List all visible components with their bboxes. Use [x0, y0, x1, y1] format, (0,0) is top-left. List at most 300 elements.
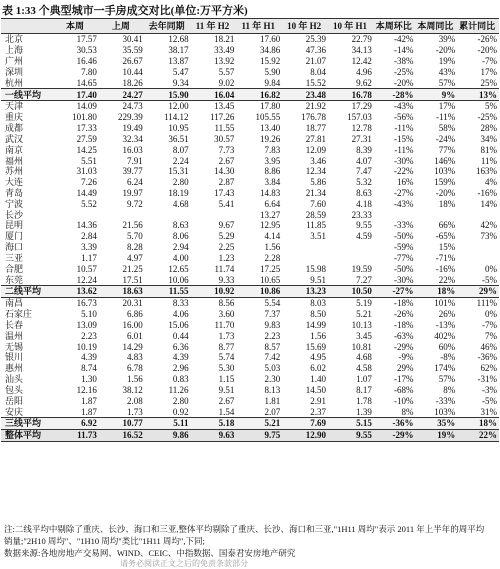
column-header: 上周 [99, 19, 145, 34]
table-cell: 12.90 [282, 429, 328, 441]
table-cell [145, 209, 191, 220]
row-label: 长沙 [5, 209, 24, 220]
table-cell: -26% [477, 34, 497, 45]
table-cell: 9.83 [264, 319, 281, 330]
table-cell: 43% [438, 66, 456, 77]
tier-average-row [1, 417, 499, 429]
table-cell: 12.09 [305, 144, 327, 155]
table-cell: 9% [416, 89, 458, 101]
table-cell: -11% [394, 123, 414, 134]
table-cell: 18% [457, 417, 499, 429]
table-cell: -65% [435, 231, 456, 242]
table-cell: 15% [438, 242, 456, 253]
column-header: 累计同比 [457, 19, 499, 34]
table-cell: 3.60 [218, 309, 235, 320]
table-cell [457, 253, 499, 264]
row-label: 安庆 [5, 406, 24, 417]
table-cell: 58% [438, 123, 456, 134]
table-cell: 5.19 [356, 298, 372, 309]
table-cell: 39% [438, 34, 456, 45]
table-cell: 159% [434, 177, 456, 188]
table-row [1, 144, 499, 155]
table-row [1, 34, 499, 45]
table-cell: 8.74 [81, 363, 97, 374]
table-cell: 7.69 [282, 417, 328, 429]
table-cell: 15.06 [168, 319, 189, 330]
table-cell: 111% [476, 298, 497, 309]
column-header: 11 年 H2 [191, 19, 237, 34]
row-label: 三亚 [5, 252, 24, 263]
table-cell: 21.56 [122, 220, 143, 231]
table-cell: 14.83 [259, 188, 281, 198]
table-cell: 11.74 [214, 263, 235, 274]
table-cell: 15.31 [168, 166, 189, 177]
table-cell: 9.72 [126, 198, 143, 209]
table-cell: 31% [480, 406, 497, 417]
table-cell: 8.17 [356, 384, 372, 395]
table-cell: 13.45 [214, 101, 235, 112]
table-cell: 2.91 [310, 395, 327, 406]
table-cell: 77% [438, 144, 456, 155]
table-cell: 35.59 [122, 45, 143, 56]
table-cell: 3.51 [310, 231, 327, 242]
table-cell: 11.85 [306, 220, 327, 231]
table-cell [282, 253, 328, 264]
row-label: 惠州 [5, 363, 24, 374]
row-label: 昆明 [5, 220, 24, 231]
table-cell: 19.26 [259, 133, 281, 144]
table-cell: 2.67 [218, 155, 235, 166]
table-cell: 13.40 [259, 123, 281, 134]
table-cell: 6.78 [126, 363, 143, 374]
table-cell: -50% [394, 263, 414, 274]
table-cell: 19.97 [122, 188, 143, 198]
table-row [1, 309, 499, 320]
table-cell: -5% [482, 274, 497, 285]
table-cell: 176.78 [301, 112, 327, 123]
table-cell: 24.73 [122, 101, 143, 112]
table-cell [191, 209, 237, 220]
table-cell: 8.13 [264, 384, 281, 395]
table-cell: 35% [416, 417, 458, 429]
table-cell: 6.92 [53, 417, 99, 429]
table-cell: 1.40 [310, 374, 327, 385]
table-cell: -29% [394, 341, 414, 352]
table-cell: 2.28 [264, 252, 281, 263]
table-cell: 11% [480, 155, 497, 166]
table-cell: 14.29 [122, 341, 143, 352]
table-cell: -5% [482, 395, 497, 406]
table-cell: 12.95 [259, 220, 281, 231]
table-cell: 1.87 [81, 395, 97, 406]
table-cell: -24% [435, 133, 456, 144]
table-cell: 14.09 [76, 101, 97, 112]
table-cell: 4.96 [356, 66, 372, 77]
table-cell: 14.49 [76, 188, 97, 198]
table-cell: -20% [477, 45, 497, 56]
table-cell: 2.24 [172, 155, 189, 166]
table-cell: 13.62 [53, 286, 99, 298]
table-cell: 34% [480, 133, 497, 144]
table-cell: 29% [397, 363, 414, 374]
table-cell: 9.62 [356, 77, 372, 88]
table-cell: 14.65 [76, 77, 97, 88]
table-cell: 1.78 [356, 395, 372, 406]
table-cell: -20% [435, 188, 456, 198]
row-label: 包头 [5, 384, 24, 395]
table-cell: 6.64 [264, 198, 281, 209]
column-header: 本周环比 [374, 19, 416, 34]
table-cell: 8.28 [126, 242, 143, 253]
table-cell: 10.50 [328, 286, 374, 298]
table-cell: 0% [485, 263, 497, 274]
table-row [1, 166, 499, 177]
table-cell: -50% [394, 231, 414, 242]
table-cell: 6.24 [126, 177, 143, 188]
table-cell: -26% [394, 309, 414, 320]
table-cell: 2.37 [310, 406, 327, 417]
table-cell: 0.92 [172, 406, 189, 417]
table-cell: 1.17 [81, 252, 97, 263]
table-row [1, 374, 499, 385]
row-label: 天津 [5, 101, 24, 112]
table-cell: 5.11 [145, 417, 191, 429]
table-cell: 5.51 [81, 155, 97, 166]
header-city [1, 19, 53, 34]
table-cell: 7.83 [264, 144, 281, 155]
table-cell: 27.31 [351, 133, 372, 144]
table-cell [282, 242, 328, 253]
table-cell: 8.63 [172, 220, 189, 231]
table-row [1, 220, 499, 231]
table-cell: 30.41 [122, 34, 143, 45]
table-cell: 402% [434, 330, 456, 341]
table-cell: 5.18 [191, 417, 237, 429]
table-cell: 23.48 [282, 89, 328, 101]
table-cell: 17% [480, 66, 497, 77]
table-cell: 7% [485, 330, 497, 341]
table-cell: 12.34 [305, 166, 327, 177]
table-cell: 66% [438, 220, 456, 231]
table-cell: 229.39 [117, 112, 143, 123]
table-cell: 2.08 [126, 395, 143, 406]
table-cell: -36% [374, 417, 416, 429]
table-cell: 19% [416, 429, 458, 441]
table-cell: 4.07 [356, 155, 372, 166]
table-cell: 27.59 [76, 133, 97, 144]
table-cell: 22% [438, 274, 456, 285]
note-data-source: 数据来源:各地房地产交易网、WIND、CEIC、中指数据、国泰君安房地产研究 [4, 548, 296, 558]
table-cell: 9.67 [218, 220, 235, 231]
table-cell: -11% [394, 144, 414, 155]
table-cell: 3.45 [356, 330, 372, 341]
table-row [1, 330, 499, 341]
table-row [1, 253, 499, 264]
table-cell: 15.98 [305, 263, 327, 274]
tier-average-row [1, 89, 499, 101]
table-cell: 8% [443, 384, 456, 395]
table-cell: -25% [394, 66, 414, 77]
table-cell: 16.82 [236, 89, 282, 101]
table-cell: 105.55 [255, 112, 281, 123]
table-cell: 30.53 [76, 45, 97, 56]
table-cell: 8.06 [172, 231, 189, 242]
table-cell: 26.67 [122, 56, 143, 67]
row-label: 东莞 [5, 274, 24, 285]
table-cell: 5.03 [264, 363, 281, 374]
table-cell: 21.25 [122, 263, 143, 274]
table-cell: 10.77 [99, 417, 145, 429]
table-cell: 6.02 [310, 363, 327, 374]
table-cell: 1.15 [218, 374, 235, 385]
table-cell: 5.52 [81, 198, 97, 209]
table-cell: 1.54 [218, 406, 235, 417]
table-cell: 19.49 [122, 123, 143, 134]
table-cell: -9% [398, 352, 414, 363]
table-cell: 1.73 [126, 406, 143, 417]
table-cell: -20% [394, 77, 414, 88]
table-cell: 5.57 [218, 66, 235, 77]
table-cell: 16.46 [76, 56, 97, 67]
table-cell: 16.00 [122, 319, 143, 330]
table-cell: 14.30 [214, 166, 235, 177]
table-cell: -18% [394, 298, 414, 309]
row-label: 青岛 [5, 188, 24, 198]
table-cell: 163% [476, 166, 497, 177]
table-cell: -8% [440, 352, 456, 363]
table-cell: -18% [394, 319, 414, 330]
table-cell: 17% [438, 101, 456, 112]
table-cell: 9.33 [218, 274, 235, 285]
table-row [1, 363, 499, 374]
table-cell: 8.77 [218, 341, 235, 352]
table-cell: 8.56 [218, 298, 235, 309]
table-cell: 2.23 [264, 330, 281, 341]
table-cell: -29% [374, 429, 416, 441]
table-cell: 114.12 [164, 112, 189, 123]
row-label: 重庆 [5, 112, 24, 123]
table-cell: 9.55 [356, 220, 372, 231]
table-row [1, 123, 499, 134]
tier-average-row [1, 286, 499, 298]
table-row [1, 77, 499, 88]
table-cell: 38.17 [168, 45, 189, 56]
table-cell: 47.36 [305, 45, 327, 56]
table-notes [4, 523, 498, 559]
table-cell: -27% [374, 286, 416, 298]
table-row [1, 297, 499, 308]
column-header: 10 年 H2 [282, 19, 328, 34]
table-cell: 17.29 [351, 101, 372, 112]
row-label: 成都 [5, 123, 24, 134]
table-cell: -20% [435, 45, 456, 56]
table-cell: 4.06 [172, 309, 189, 320]
table-cell: 34.13 [351, 45, 372, 56]
table-cell: 22.79 [351, 34, 372, 45]
table-cell: 4.68 [172, 198, 189, 209]
table-cell: 10.81 [351, 341, 372, 352]
table-cell [374, 209, 416, 220]
table-cell: 42% [480, 220, 497, 231]
table-cell: 14.50 [305, 384, 327, 395]
table-cell: -16% [435, 263, 456, 274]
row-label: 三线平均 [1, 417, 53, 429]
table-cell: 29% [457, 286, 499, 298]
table-cell: 9.51 [218, 384, 235, 395]
table-cell: -68% [394, 384, 414, 395]
table-cell: 15.69 [305, 341, 327, 352]
table-cell: 13% [457, 89, 499, 101]
table-cell: 157.03 [347, 112, 372, 123]
table-cell: 1.30 [81, 374, 97, 385]
table-cell: 57% [438, 374, 456, 385]
table-cell: 10.65 [259, 274, 281, 285]
table-cell: 1.56 [310, 330, 327, 341]
table-cell: -59% [394, 242, 414, 253]
table-cell: -77% [394, 252, 414, 263]
table-cell: 18.19 [168, 188, 189, 198]
table-cell: 46% [480, 341, 497, 352]
table-cell: -14% [394, 45, 414, 56]
transaction-table [1, 18, 499, 442]
table-cell: -33% [394, 220, 414, 231]
table-cell: 11.55 [214, 123, 235, 134]
table-cell: 5.74 [218, 352, 235, 363]
table-cell: 117.26 [209, 112, 235, 123]
table-cell: -27% [394, 188, 414, 198]
row-label: 一线平均 [1, 89, 53, 101]
table-cell: 1.56 [126, 374, 143, 385]
table-cell: 13.92 [214, 56, 235, 67]
table-cell: 18.21 [214, 34, 235, 45]
table-cell: 4.14 [264, 231, 281, 242]
table-cell: 7.27 [356, 274, 372, 285]
table-cell: 9.75 [236, 429, 282, 441]
table-row [1, 231, 499, 242]
row-label: 二线平均 [1, 286, 53, 298]
table-row [1, 66, 499, 77]
table-cell: 0.83 [172, 374, 189, 385]
table-cell: 17.43 [214, 188, 235, 198]
table-cell: 23.33 [351, 209, 372, 220]
row-label: 南京 [5, 144, 24, 155]
table-cell: 7.60 [310, 198, 327, 209]
table-row [1, 133, 499, 144]
table-cell: 2.80 [172, 177, 189, 188]
table-cell: 24.27 [99, 89, 145, 101]
table-cell: 17.80 [259, 101, 281, 112]
table-cell: 16.04 [191, 89, 237, 101]
table-cell: 28.59 [305, 209, 327, 220]
row-label: 汕头 [5, 374, 24, 385]
table-cell: 8.33 [172, 298, 189, 309]
table-cell: -3% [482, 384, 497, 395]
table-cell: 19% [438, 56, 456, 67]
table-cell: -16% [477, 188, 497, 198]
table-cell: 25% [480, 77, 497, 88]
table-cell: -31% [477, 374, 497, 385]
table-cell: 2.07 [264, 406, 281, 417]
table-cell: 5.41 [218, 198, 235, 209]
row-label: 上海 [5, 45, 24, 56]
table-cell: 8.50 [310, 309, 327, 320]
table-cell: -56% [394, 112, 414, 123]
table-cell: -17% [394, 374, 414, 385]
table-cell [416, 209, 458, 220]
table-cell: 2.84 [81, 231, 97, 242]
table-cell: 5.47 [172, 66, 189, 77]
table-cell: 21.92 [305, 101, 327, 112]
row-label: 厦门 [5, 231, 24, 242]
table-cell [328, 253, 374, 264]
column-header: 10 年 H1 [328, 19, 374, 34]
table-cell: 5% [485, 101, 497, 112]
table-cell: 13.23 [282, 286, 328, 298]
table-cell: 18.63 [99, 286, 145, 298]
table-cell: 4.18 [356, 198, 372, 209]
table-cell: 17.33 [76, 123, 97, 134]
table-cell: -11% [436, 112, 456, 123]
table-cell: 57% [438, 77, 456, 88]
table-row [1, 395, 499, 406]
table-cell: 1.73 [218, 330, 235, 341]
table-cell: 13.27 [259, 209, 281, 220]
table-cell: -33% [435, 395, 456, 406]
table-header-row [1, 19, 499, 34]
table-cell [328, 242, 374, 253]
table-cell: 14.25 [76, 144, 97, 155]
table-cell: 7.80 [81, 66, 97, 77]
row-label: 整体平均 [1, 429, 53, 441]
table-cell: -71% [435, 252, 456, 263]
row-label: 福州 [5, 155, 24, 166]
row-label: 温州 [5, 330, 24, 341]
table-cell: -15% [394, 133, 414, 144]
table-cell: 16.73 [76, 298, 97, 309]
table-row [1, 352, 499, 363]
table-row [1, 341, 499, 352]
table-cell: 5.54 [264, 298, 281, 309]
table-cell: 1.07 [356, 374, 372, 385]
table-cell: 17.25 [259, 263, 281, 274]
column-header: 去年同期 [145, 19, 191, 34]
table-cell: 5.90 [264, 66, 281, 77]
table-cell: 15.92 [259, 56, 281, 67]
table-cell: 14% [480, 198, 497, 209]
table-cell: 7.26 [81, 177, 97, 188]
column-header: 本周 [53, 19, 99, 34]
table-cell: 13.09 [76, 319, 97, 330]
table-cell: 30.57 [214, 133, 235, 144]
row-label: 银川 [5, 352, 24, 363]
table-cell: -63% [394, 330, 414, 341]
table-row [1, 198, 499, 209]
table-cell: 22% [457, 429, 499, 441]
table-cell: 4.68 [356, 352, 372, 363]
table-cell: 2.67 [218, 395, 235, 406]
table-cell: 10.44 [122, 66, 143, 77]
table-cell: 4.00 [172, 252, 189, 263]
table-cell: 39.77 [122, 166, 143, 177]
table-cell: 4.59 [356, 231, 372, 242]
table-cell: 10.06 [168, 274, 189, 285]
column-header: 本周同比 [416, 19, 458, 34]
table-cell: -42% [394, 34, 414, 45]
table-cell [457, 209, 499, 220]
note-line-2: 销量;"2H10 周均"、"1H10 周均"类比"1H11 周均",下同; [4, 536, 205, 546]
row-label: 海口 [5, 242, 24, 253]
table-cell: 1.39 [356, 406, 372, 417]
